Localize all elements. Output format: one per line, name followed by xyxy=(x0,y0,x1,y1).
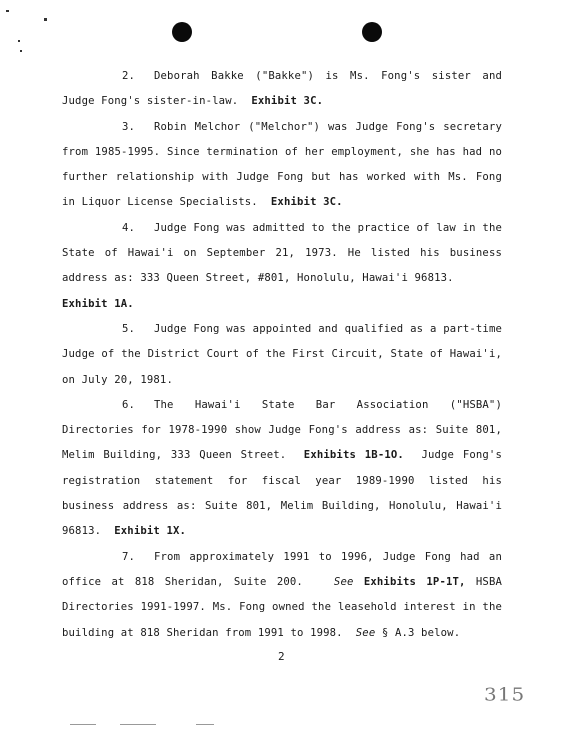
paragraph-3 xyxy=(62,115,502,216)
paragraph-number: 3. xyxy=(122,120,136,133)
see-signal: See xyxy=(355,626,376,639)
document-body xyxy=(62,64,502,646)
scan-artifact-line xyxy=(70,724,96,725)
exhibit-reference: Exhibits 1B-1O. xyxy=(303,449,404,462)
paragraph-text: Judge Fong was admitted to the practice of law in the State of Hawai'i on September 21, 1973. He listed his business address as: 333 Queen Street, #801, Honolulu, Hawai'i 96813. xyxy=(62,221,502,285)
paragraph-4 xyxy=(62,216,502,317)
page-number: 2 xyxy=(278,650,285,663)
paragraph-text: Deborah Bakke ("Bakke") is Ms. Fong's sister and Judge Fong's sister-in-law. xyxy=(62,70,502,108)
exhibit-reference: Exhibit 1A. xyxy=(62,297,134,310)
scan-speck xyxy=(6,10,9,12)
exhibit-reference: Exhibit 3C. xyxy=(251,95,324,108)
exhibit-reference: Exhibit 1X. xyxy=(114,525,187,538)
scan-artifact-line xyxy=(120,724,156,725)
bates-stamp: 315 xyxy=(484,683,526,705)
paragraph-6 xyxy=(62,393,502,545)
paragraph-2 xyxy=(62,64,502,115)
paragraph-text: HSBA Directories 1991-1997. Ms. Fong owned the leasehold interest in the building at 818 Sheridan from 1991 to 1998. xyxy=(62,575,503,639)
binder-hole-right xyxy=(362,22,382,42)
binder-hole-left xyxy=(172,22,192,42)
paragraph-text: § A.3 below. xyxy=(381,626,461,639)
scan-speck xyxy=(44,18,47,21)
paragraph-number: 2. xyxy=(122,70,136,82)
scan-artifact-line xyxy=(196,724,214,725)
paragraph-text: Robin Melchor ("Melchor") was Judge Fong's secretary from 1985-1995. Since termination of her employment, she has had no further relationship with Judge Fong but has worked with Ms. Fong in Liquor License Specialists. xyxy=(62,120,502,209)
paragraph-text: The Hawai'i State Bar Association ("HSBA") Directories for 1978-1990 show Judge Fong's address as: Suite 801, Melim Building, 333 Queen Street. xyxy=(62,398,502,462)
paragraph-text: Judge Fong's registration statement for fiscal year 1989-1990 listed his business address as: Suite 801, Melim Building, Honolulu, Hawai'i 96813. xyxy=(62,449,502,538)
paragraph-text: Judge Fong was appointed and qualified as a part-time Judge of the District Court of the First Circuit, State of Hawai'i, on July 20, 1981. xyxy=(62,322,502,386)
paragraph-number: 4. xyxy=(122,221,136,234)
paragraph-number: 7. xyxy=(122,550,136,563)
paragraph-number: 6. xyxy=(122,398,136,411)
exhibit-reference: Exhibits 1P-1T, xyxy=(363,575,466,588)
paragraph-5 xyxy=(62,317,502,393)
scan-speck xyxy=(20,50,22,52)
paragraph-text: From approximately 1991 to 1996, Judge Fong had an office at 818 Sheridan, Suite 200. xyxy=(62,550,502,588)
paragraph-number: 5. xyxy=(122,322,136,335)
scan-speck xyxy=(18,40,20,42)
see-signal: See xyxy=(333,575,354,588)
paragraph-7 xyxy=(62,545,502,646)
exhibit-reference: Exhibit 3C. xyxy=(270,196,343,209)
